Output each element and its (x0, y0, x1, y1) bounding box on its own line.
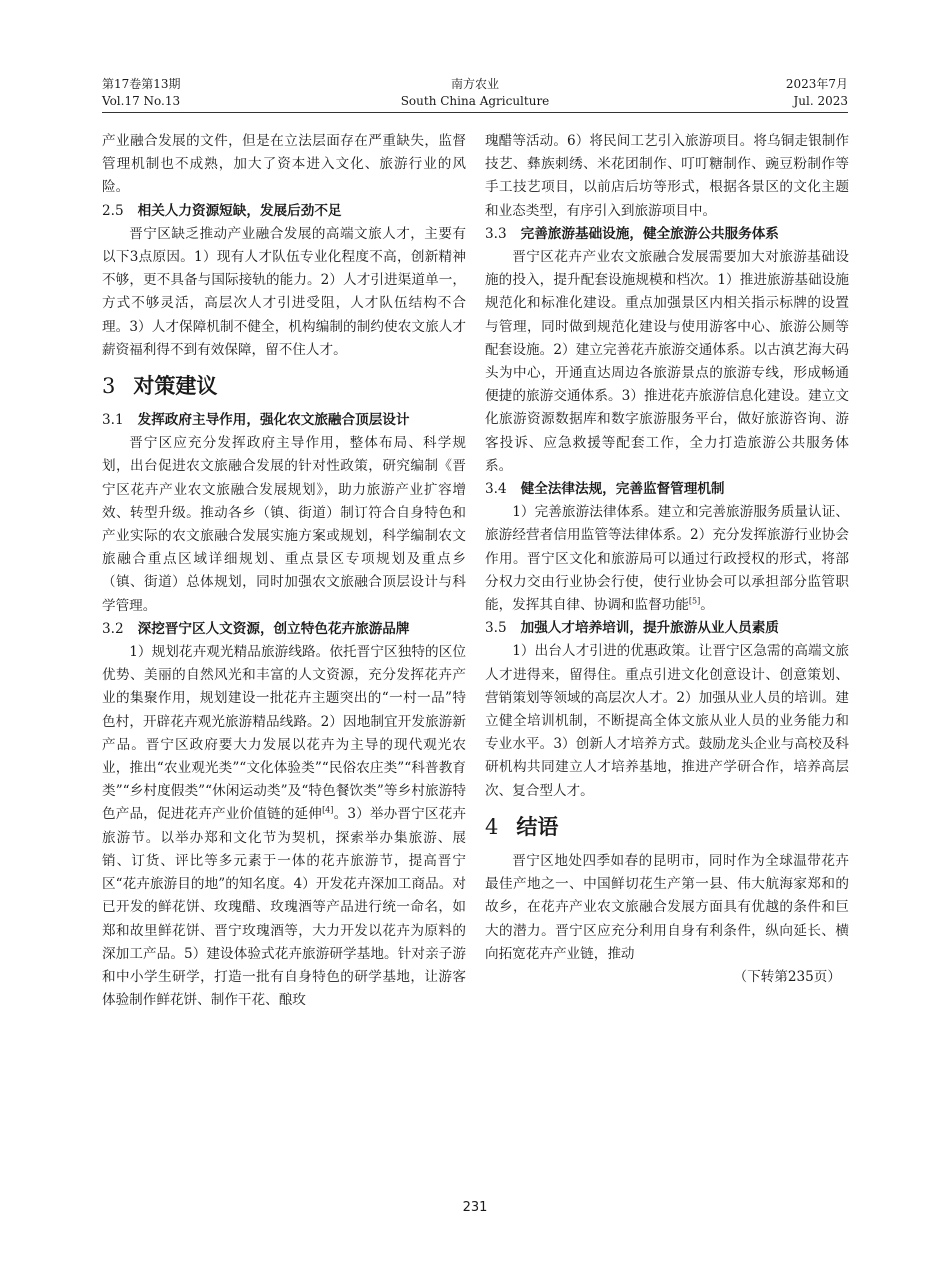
paragraph: 晋宁区应充分发挥政府主导作用，整体布局、科学规划，出台促进农文旅融合发展的针对性政策，研究编制《晋宁区花卉产业农文旅融合发展规划》，助力旅游产业扩容增效、转型升级。推动各乡（镇、街道）制订符合自身特色和产业实际的农文旅融合发展实施方案或规划，科学编制农文旅融合重点区域详细规划、重点景区专项规划及重点乡（镇、街道）总体规划，同时加强农文旅融合顶层设计与科学管理。 (102, 435, 466, 614)
paragraph: 晋宁区花卉产业农文旅融合发展需要加大对旅游基础设施的投入，提升配套设施规模和档次。1）推进旅游基础设施规范化和标准化建设。重点加强景区内相关指示标牌的设置与管理，同时做到规范化建设与使用游客中心、旅游公厕等配套设施。2）建立完善花卉旅游交通体系。以古滇艺海大码头为中心，开通直达周边各旅游景点的旅游专线，形成畅通便捷的旅游交通体系。3）推进花卉旅游信息化建设。建立文化旅游资源数据库和数字旅游服务平台，做好旅游咨询、游客投诉、应急救援等配套工作，全力打造旅游公共服务体系。 (485, 249, 849, 474)
section-heading-3-4 (485, 478, 849, 501)
section-title: 结语 (516, 813, 559, 839)
section-title: 相关人力资源短缺，发展后劲不足 (137, 202, 342, 219)
section-number: 2.5 (102, 202, 124, 219)
section-heading-4 (485, 812, 849, 842)
section-title: 深挖晋宁区人文资源，创立特色花卉旅游品牌 (137, 620, 410, 637)
header-center (102, 76, 848, 110)
section-number: 3.3 (485, 225, 507, 242)
section-number: 3.4 (485, 481, 507, 498)
section-heading-3 (102, 371, 466, 401)
section-number: 4 (485, 814, 499, 839)
running-header (102, 76, 848, 112)
continued-note: （下转第235页） (733, 968, 841, 985)
section-title: 健全法律法规，完善监督管理机制 (520, 481, 725, 498)
section-heading-3-2 (102, 618, 466, 641)
paragraph: 产业融合发展的文件，但是在立法层面存在严重缺失，监督管理机制也不成熟，加大了资本进入文化、旅游行业的风险。 (102, 133, 466, 196)
section-number: 3.5 (485, 620, 507, 637)
paragraph: 晋宁区地处四季如春的昆明市，同时作为全球温带花卉最佳产地之一、中国鲜切花生产第一县、伟大航海家郑和的故乡，在花卉产业农文旅融合发展方面具有优越的条件和巨大的潜力。晋宁区应充分利用自身有利条件，纵向延长、横向拓宽花卉产业链，推动 (485, 852, 849, 962)
paragraph-end: 。 (700, 597, 714, 614)
paragraph (102, 641, 466, 1012)
left-column (102, 130, 466, 1012)
paragraph-text: 1）规划花卉观光精品旅游线路。依托晋宁区独特的区位优势、美丽的自然风光和丰富的人文资源，充分发挥花卉产业的集聚作用，规划建设一批花卉主题突出的“一村一品”特色村，开辟花卉观光旅游精品线路。2）因地制宜开发旅游新产品。晋宁区政府要大力发展以花卉为主导的现代观光农业，推出“农业观光类”“文化体验类”“民俗农庄类”“科普教育类”“乡村度假类”“休闲运动类”及“特色餐饮类”等乡村旅游特色产品，促进花卉产业价值链的延伸 (102, 644, 466, 823)
date-en: Jul. 2023 (793, 94, 848, 108)
paragraph: 瑰醋等活动。6）将民间工艺引入旅游项目。将乌铜走银制作技艺、彝族刺绣、米花团制作、叮叮糖制作、豌豆粉制作等手工技艺项目，以前店后坊等形式，根据各景区的文化主题和业态类型，有序引入到旅游项目中。 (485, 133, 849, 219)
section-number: 3.1 (102, 412, 124, 429)
paragraph (485, 501, 849, 617)
paragraph: 1）出台人才引进的优惠政策。让晋宁区急需的高端文旅人才进得来，留得住。重点引进文化创意设计、创意策划、营销策划等领域的高层次人才。2）加强从业人员的培训。建立健全培训机制，不断提高全体文旅从业人员的业务能力和专业水平。3）创新人才培养方式。鼓励龙头企业与高校及科研机构共同建立人才培养基地，推进产学研合作，培养高层次、复合型人才。 (485, 643, 849, 799)
paragraph: 晋宁区缺乏推动产业融合发展的高端文旅人才，主要有以下3点原因。1）现有人才队伍专业化程度不高，创新精神不够，更不具备与国际接轨的能力。2）人才引进渠道单一，方式不够灵活，高层次人才引进受阻，人才队伍结构不合理。3）人才保障机制不健全，机构编制的制约使农文旅人才薪资福利得不到有效保障，留不住人才。 (102, 225, 466, 358)
header-right (786, 76, 848, 110)
date-cn: 2023年7月 (785, 77, 848, 91)
volume-issue-cn: 第17卷第13期 (102, 77, 181, 91)
section-title: 对策建议 (133, 373, 218, 399)
section-number: 3 (102, 374, 116, 399)
page-number: 231 (462, 1200, 488, 1215)
header-rule (102, 112, 848, 113)
section-number: 3.2 (102, 620, 124, 637)
section-title: 加强人才培养培训，提升旅游从业人员素质 (520, 620, 779, 637)
citation-ref: [4] (322, 805, 334, 815)
citation-ref: [5] (688, 596, 701, 606)
paragraph-text: 1）完善旅游法律体系。建立和完善旅游服务质量认证、旅游经营者信用监管等法律体系。2）充分发挥旅游行业协会作用。晋宁区文化和旅游局可以通过行政授权的形式，将部分权力交由行业协会行使，使行业协会可以承担部分监管职能，发挥其自律、协调和监督功能 (485, 504, 849, 614)
paragraph-text: 3）举办晋宁区花卉旅游节。以举办郑和文化节为契机，探索举办集旅游、展销、订货、评比等多元素于一体的花卉旅游节，提高晋宁区“花卉旅游目的地”的知名度。4）开发花卉深加工商品。对已开发的鲜花饼、玫瑰醋、玫瑰酒等产品进行统一命名，如郑和故里鲜花饼、晋宁玫瑰酒等，大力开发以花卉为原料的深加工产品。5）建设体验式花卉旅游研学基地。针对亲子游和中小学生研学，打造一批有自身特色的研学基地，让游客体验制作鲜花饼、制作干花、酿玫 (102, 806, 467, 1009)
section-title: 完善旅游基础设施，健全旅游公共服务体系 (520, 225, 779, 242)
section-heading-3-5 (485, 617, 849, 640)
volume-issue-en: Vol.17 No.13 (102, 94, 181, 108)
paragraph-end: 。 (333, 806, 348, 823)
section-title: 发挥政府主导作用，强化农文旅融合顶层设计 (137, 412, 410, 429)
right-column (485, 130, 849, 989)
section-heading-3-1 (102, 409, 466, 432)
section-heading-3-3 (485, 223, 849, 246)
journal-name-cn: 南方农业 (450, 77, 499, 91)
section-heading-2-5 (102, 200, 466, 223)
journal-name-en: South China Agriculture (400, 94, 550, 108)
